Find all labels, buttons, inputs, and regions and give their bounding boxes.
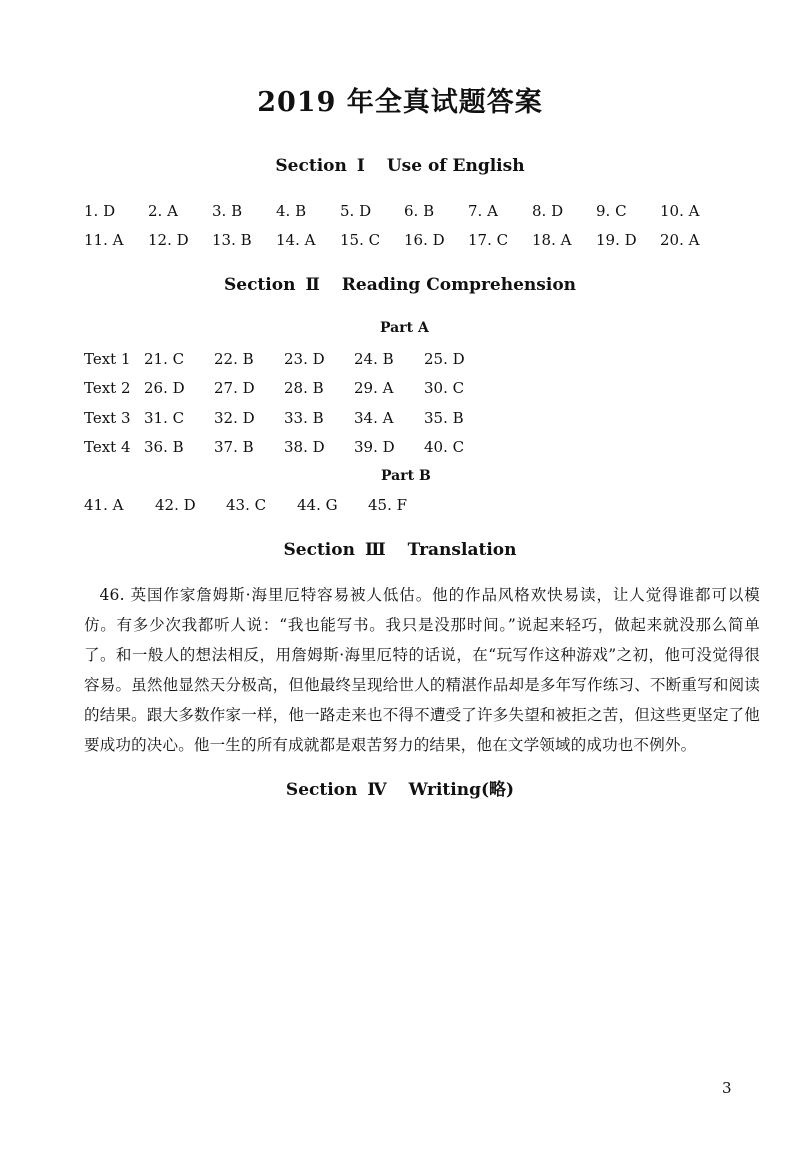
- answer-item: 45. F: [368, 496, 408, 514]
- answer-item: 31. C: [144, 409, 185, 427]
- answer-item: 40. C: [424, 438, 465, 456]
- text-3-row: [84, 409, 494, 427]
- answer-item: 9. C: [596, 202, 627, 220]
- section-1-name: Use of English: [386, 156, 525, 176]
- answer-item: 2. A: [148, 202, 178, 220]
- answer-item: 28. B: [284, 379, 324, 397]
- section-3-label: Section: [283, 540, 355, 560]
- answer-item: 16. D: [404, 231, 445, 249]
- section-2-heading: [0, 275, 800, 295]
- answer-item: 24. B: [354, 350, 394, 368]
- section-1-answers-row-1: [84, 202, 724, 220]
- section-3-name: Translation: [407, 540, 517, 560]
- section-3-heading: [0, 540, 800, 560]
- answer-item: 20. A: [660, 231, 700, 249]
- answer-item: 33. B: [284, 409, 324, 427]
- section-2-number: Ⅱ: [305, 275, 320, 295]
- text-label: Text 1: [84, 350, 131, 368]
- answer-item: 19. D: [596, 231, 637, 249]
- answer-item: 41. A: [84, 496, 124, 514]
- section-3-number: Ⅲ: [364, 540, 386, 560]
- answer-item: 35. B: [424, 409, 464, 427]
- page-number: 3: [722, 1079, 732, 1097]
- translation-answer: 46. 英国作家詹姆斯·海里厄特容易被人低估。他的作品风格欢快易读，让人觉得谁都可以模仿。有多少次我都听人说：“我也能写书。我只是没那时间。”说起来轻巧，做起来就没那么简单了。和一般人的想法相反，用詹姆斯·海里厄特的话说，在“玩写作这种游戏”之初，他可没觉得很容易。虽然他显然天分极高，但他最终呈现给世人的精湛作品却是多年写作练习、不断重写和阅读的结果。跟大多数作家一样，他一路走来也不得不遭受了许多失望和被拒之苦，但这些更坚定了他要成功的决心。他一生的所有成就都是艰苦努力的结果，他在文学领域的成功也不例外。: [84, 586, 760, 754]
- answer-item: 27. D: [214, 379, 255, 397]
- answer-item: 34. A: [354, 409, 394, 427]
- text-2-row: [84, 379, 494, 397]
- answer-item: 1. D: [84, 202, 116, 220]
- answer-item: 36. B: [144, 438, 184, 456]
- answer-item: 11. A: [84, 231, 124, 249]
- answer-item: 15. C: [340, 231, 381, 249]
- text-4-row: [84, 438, 494, 456]
- answer-item: 29. A: [354, 379, 394, 397]
- answer-item: 14. A: [276, 231, 316, 249]
- section-4-number: Ⅳ: [367, 780, 387, 800]
- answer-item: 44. G: [297, 496, 338, 514]
- answer-item: 8. D: [532, 202, 564, 220]
- answer-item: 12. D: [148, 231, 189, 249]
- answer-item: 22. B: [214, 350, 254, 368]
- answer-item: 23. D: [284, 350, 325, 368]
- answer-item: 17. C: [468, 231, 509, 249]
- answer-item: 25. D: [424, 350, 465, 368]
- answer-item: 3. B: [212, 202, 243, 220]
- section-1-number: Ⅰ: [356, 156, 365, 176]
- answer-item: 10. A: [660, 202, 700, 220]
- section-1-heading: [0, 156, 800, 176]
- answer-item: 21. C: [144, 350, 185, 368]
- answer-item: 5. D: [340, 202, 372, 220]
- answer-item: 32. D: [214, 409, 255, 427]
- answer-item: 42. D: [155, 496, 196, 514]
- section-2-label: Section: [223, 275, 296, 295]
- part-b-label: Part B: [381, 468, 431, 484]
- text-label: Text 4: [84, 438, 131, 456]
- answer-item: 18. A: [532, 231, 572, 249]
- answer-item: 30. C: [424, 379, 465, 397]
- part-b-answers-row: [84, 496, 439, 514]
- answer-item: 13. B: [212, 231, 252, 249]
- section-4-heading: [0, 775, 800, 800]
- answer-item: 43. C: [226, 496, 267, 514]
- answer-item: 26. D: [144, 379, 185, 397]
- section-1-answers-row-2: [84, 231, 724, 249]
- section-4-name: Writing(略): [408, 780, 515, 800]
- text-1-row: [84, 350, 494, 368]
- text-label: Text 3: [84, 409, 131, 427]
- answer-item: 7. A: [468, 202, 498, 220]
- answer-item: 6. B: [404, 202, 435, 220]
- part-a-label: Part A: [380, 320, 429, 336]
- section-1-label: Section: [275, 156, 347, 176]
- answer-item: 37. B: [214, 438, 254, 456]
- answer-item: 39. D: [354, 438, 395, 456]
- answer-item: 38. D: [284, 438, 325, 456]
- page-title: 2019 年全真试题答案: [257, 87, 543, 118]
- answer-item: 4. B: [276, 202, 307, 220]
- section-4-label: Section: [285, 780, 358, 800]
- text-label: Text 2: [84, 379, 131, 397]
- section-2-name: Reading Comprehension: [341, 275, 577, 295]
